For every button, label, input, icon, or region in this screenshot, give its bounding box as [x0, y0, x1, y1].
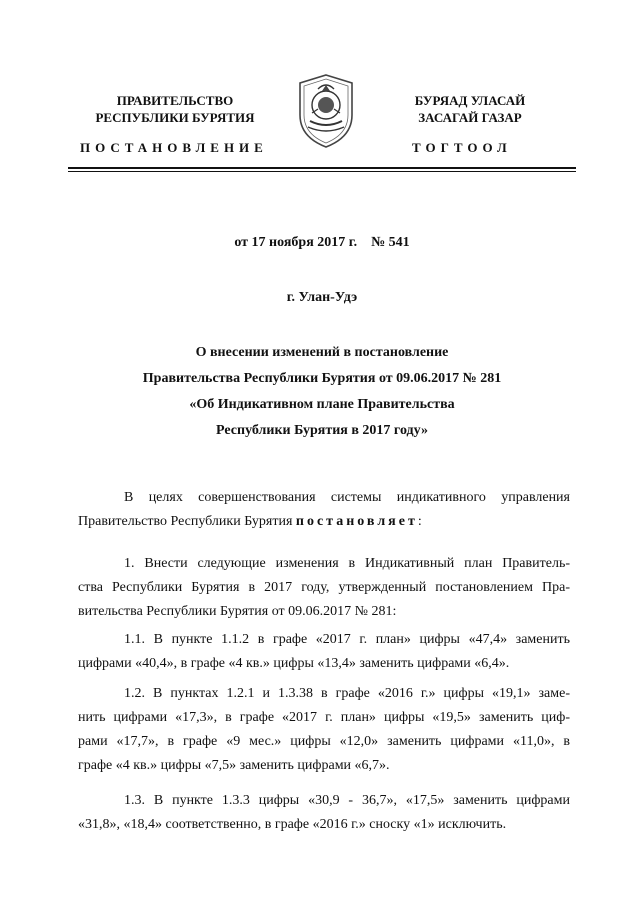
paragraph-line: нить цифрами «17,3», в графе «2017 г. план» цифры «19,5» заменить циф-	[78, 710, 570, 725]
paragraph-1-1	[78, 628, 570, 676]
title-line: Правительства Республики Бурятия от 09.06.2017 № 281	[142, 371, 502, 386]
city-line: г. Улан-Удэ	[286, 290, 358, 305]
paragraph-line: «31,8», «18,4» соответственно, в графе «2016 г.» сноску «1» исключить.	[78, 817, 507, 832]
doc-type-right: ТОГТООЛ	[412, 140, 512, 155]
paragraph-line: 1.1. В пункте 1.1.2 в графе «2017 г. план» цифры «47,4» заменить	[124, 632, 570, 647]
decree-keyword: постановляет	[295, 514, 418, 529]
paragraph-1-3	[78, 789, 570, 837]
document-title	[68, 340, 576, 444]
header-right-line2: ЗАСАГАЙ ГАЗАР	[418, 110, 522, 125]
intro-paragraph	[78, 486, 570, 534]
paragraph-line: 1. Внести следующие изменения в Индикативный план Правитель-	[124, 556, 570, 571]
coat-of-arms-icon	[296, 73, 356, 149]
title-line: О внесении изменений в постановление	[195, 345, 449, 360]
intro-line	[78, 510, 570, 534]
intro-line: В целях совершенствования системы индикативного управления	[124, 490, 570, 505]
paragraph-line: графе «4 кв.» цифры «7,5» заменить цифрами «6,7».	[78, 758, 390, 773]
title-line: Республики Бурятия в 2017 году»	[216, 423, 428, 438]
doc-type-left: ПОСТАНОВЛЕНИЕ	[80, 140, 268, 155]
header-left-line1: ПРАВИТЕЛЬСТВО	[116, 93, 234, 108]
paragraph-line: цифрами «40,4», в графе «4 кв.» цифры «13,4» заменить цифрами «6,4».	[78, 656, 510, 671]
paragraph-line: 1.2. В пунктах 1.2.1 и 1.3.38 в графе «2016 г.» цифры «19,1» заме-	[124, 686, 570, 701]
header-rule-thin	[68, 171, 576, 172]
date-number-line: от 17 ноября 2017 г. № 541	[234, 235, 410, 250]
header-left-line2: РЕСПУБЛИКИ БУРЯТИЯ	[95, 110, 255, 125]
paragraph-1-2	[78, 682, 570, 778]
paragraph-line: вительства Республики Бурятия от 09.06.2017 № 281:	[78, 604, 397, 619]
paragraph-line: ства Республики Бурятия в 2017 году, утвержденный постановлением Пра-	[78, 580, 570, 595]
intro-text: Правительство Республики Бурятия	[78, 514, 296, 529]
intro-colon: :	[417, 514, 422, 529]
paragraph-line: 1.3. В пункте 1.3.3 цифры «30,9 - 36,7», «17,5» заменить цифрами	[124, 793, 570, 808]
header-rule-thick	[68, 167, 576, 169]
paragraph-line: рами «17,7», в графе «9 мес.» цифры «12,0» заменить цифрами «11,0», в	[78, 734, 570, 749]
title-line: «Об Индикативном плане Правительства	[189, 397, 455, 412]
header-right-line1: БУРЯАД УЛАСАЙ	[414, 93, 526, 108]
header-right	[395, 92, 545, 126]
header-left	[85, 92, 265, 126]
paragraph-1	[78, 552, 570, 624]
